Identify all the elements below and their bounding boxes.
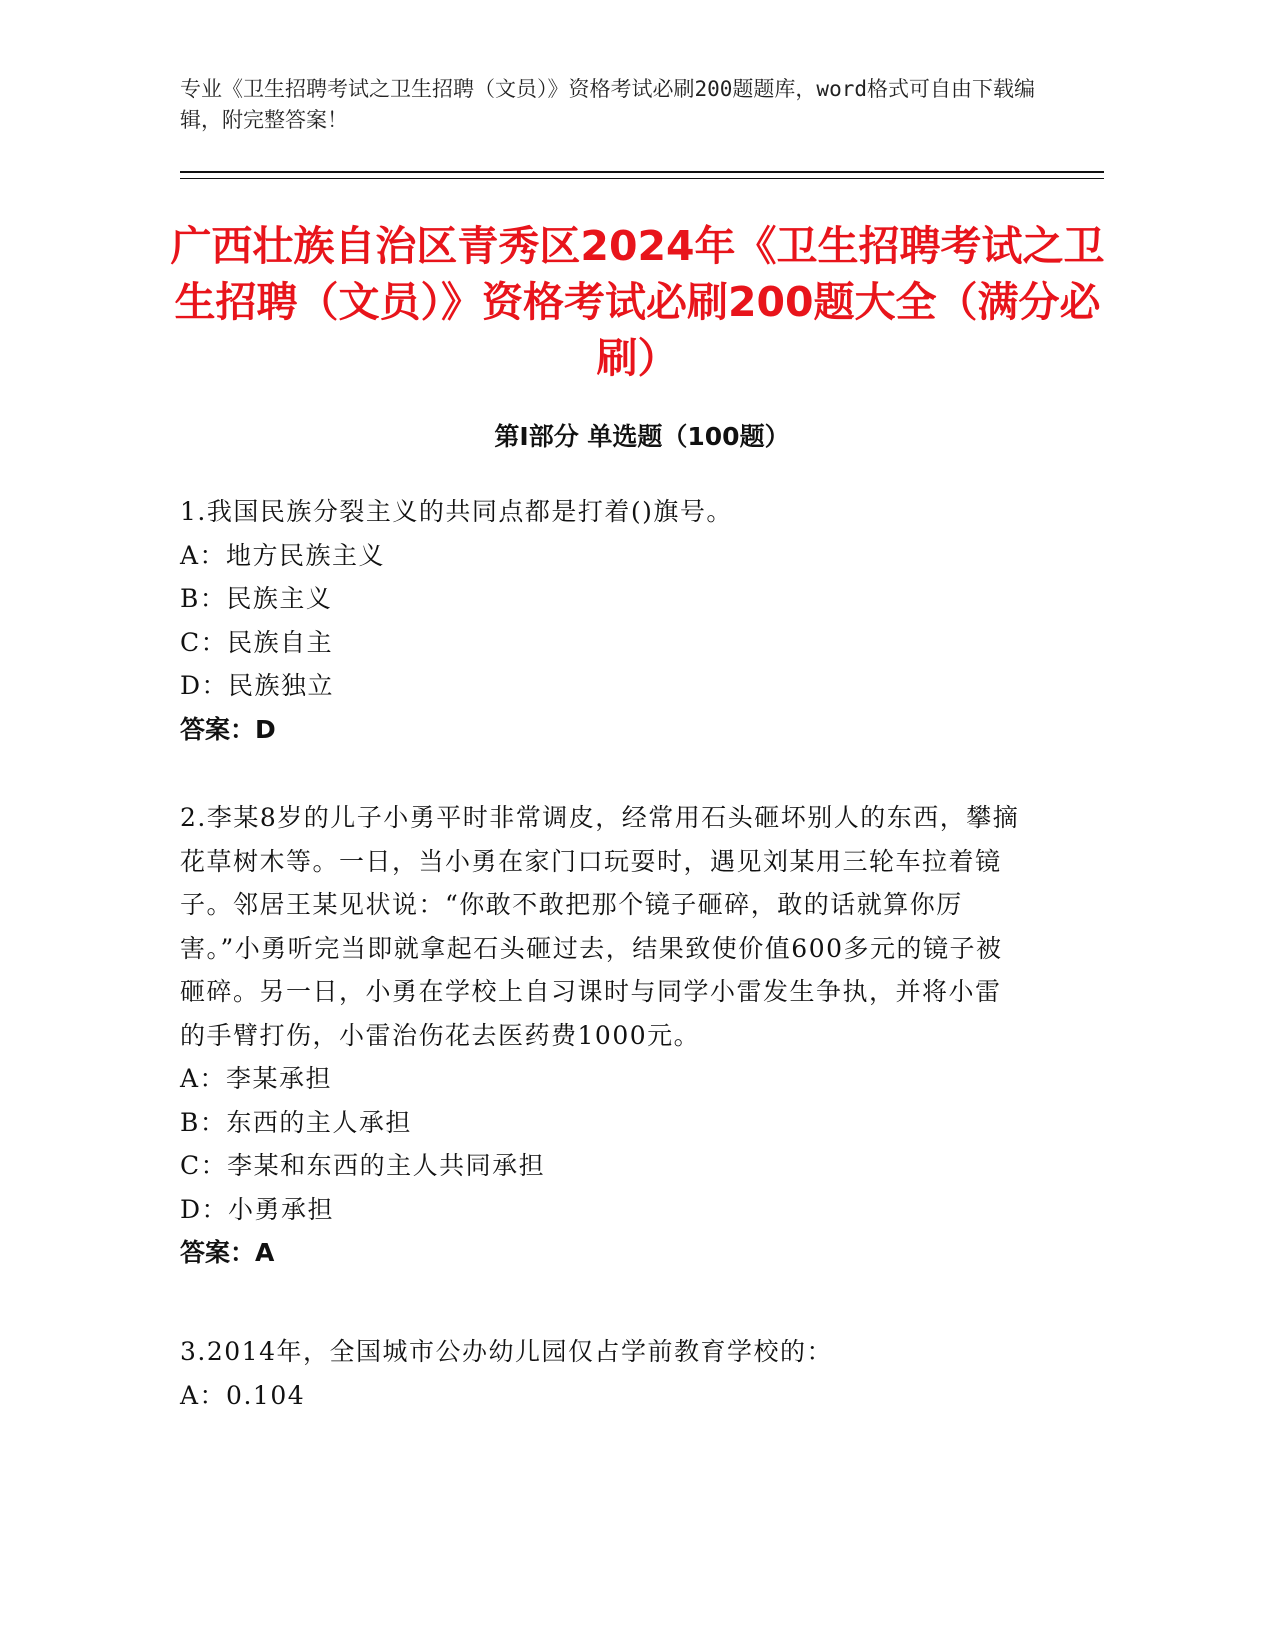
question-option-a: A：0.104 <box>180 1380 306 1410</box>
question-stem: 1.我国民族分裂主义的共同点都是打着()旗号。 <box>180 497 733 526</box>
question-option-a: A：李某承担 <box>180 1064 333 1093</box>
question-stem: 2.李某8岁的儿子小勇平时非常调皮，经常用石头砸坏别人的东西，攀摘花草树木等。一日，当小勇在家门口玩耍时，遇见刘某用三轮车拉着镜子。邻居王某见状说：“你敢不敢把那个镜子砸碎，敢的话就算你厉害。”小勇听完当即就拿起石头砸过去，结果致使价值600多元的镜子被砸碎。另一日，小勇在学校上自习课时与同学小雷发生争执，并将小雷的手臂打伤，小雷治伤花去医药费1000元。 <box>180 803 1020 1050</box>
question-option-d: D：民族独立 <box>180 671 335 700</box>
question-answer: 答案：D <box>180 714 276 744</box>
question-answer: 答案：A <box>180 1238 275 1267</box>
question-option-d: D：小勇承担 <box>180 1194 335 1224</box>
question-option-b: B：东西的主人承担 <box>180 1107 412 1137</box>
header-note: 专业《卫生招聘考试之卫生招聘（文员）》资格考试必刷200题题库，word格式可自由下载编辑，附完整答案！ <box>180 77 1035 132</box>
question-2 <box>180 796 1020 1275</box>
section-title: 第I部分 单选题（100题） <box>494 422 790 451</box>
question-option-c: C：民族自主 <box>180 627 334 657</box>
question-option-a: A：地方民族主义 <box>180 540 386 570</box>
question-option-b: B：民族主义 <box>180 584 333 613</box>
question-stem: 3.2014年，全国城市公办幼儿园仅占学前教育学校的： <box>180 1337 833 1366</box>
header-divider-thin <box>180 178 1104 179</box>
header-divider-thick <box>180 171 1104 173</box>
question-3 <box>180 1330 1020 1417</box>
question-1 <box>180 490 1020 751</box>
question-option-c: C：李某和东西的主人共同承担 <box>180 1151 546 1180</box>
document-title: 广西壮族自治区青秀区2024年《卫生招聘考试之卫生招聘（文员）》资格考试必刷200题大全（满分必刷） <box>170 222 1105 382</box>
